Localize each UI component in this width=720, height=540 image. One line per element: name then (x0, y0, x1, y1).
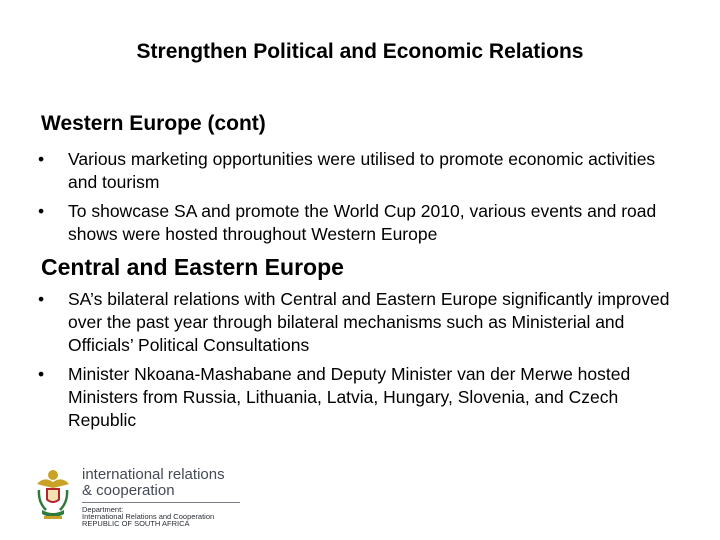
bullet-list-western-europe (0, 148, 720, 252)
bullet-list-central-eastern-europe (0, 288, 720, 438)
logo-line-department-name: International Relations and Cooperation (82, 512, 215, 521)
bullet-text: SA’s bilateral relations with Central and Eastern Europe significantly improved over the past year through bilateral mechanisms such as Ministerial and Officials’ Political Consultations (68, 289, 670, 355)
slide-title: Strengthen Political and Economic Relations (136, 40, 584, 63)
bullet-icon: • (38, 149, 45, 169)
logo-line-republic: REPUBLIC OF SOUTH AFRICA (82, 519, 190, 528)
logo-line-international-relations: international relations (82, 466, 225, 483)
bullet-text: Various marketing opportunities were utilised to promote economic activities and tourism (68, 149, 656, 192)
bullet-icon: • (38, 289, 45, 309)
bullet-icon: • (38, 364, 45, 384)
bullet-text: Minister Nkoana-Mashabane and Deputy Minister van der Merwe hosted Ministers from Russia, Lithuania, Latvia, Hungary, Slovenia, and Czech Republic (68, 364, 631, 430)
section-heading-central-eastern-europe: Central and Eastern Europe (41, 254, 344, 280)
list-item (0, 288, 720, 357)
list-item (0, 148, 720, 194)
department-logo (34, 466, 234, 526)
logo-line-cooperation: & cooperation (82, 482, 175, 499)
bullet-text: To showcase SA and promote the World Cup 2010, various events and road shows were hosted throughout Western Europe (68, 201, 657, 244)
coat-of-arms-icon (34, 466, 72, 522)
bullet-icon: • (38, 201, 45, 221)
logo-line-department: Department: (82, 505, 124, 514)
list-item (0, 363, 720, 432)
logo-divider (82, 502, 240, 503)
list-item (0, 200, 720, 246)
section-heading-western-europe: Western Europe (cont) (41, 112, 266, 135)
